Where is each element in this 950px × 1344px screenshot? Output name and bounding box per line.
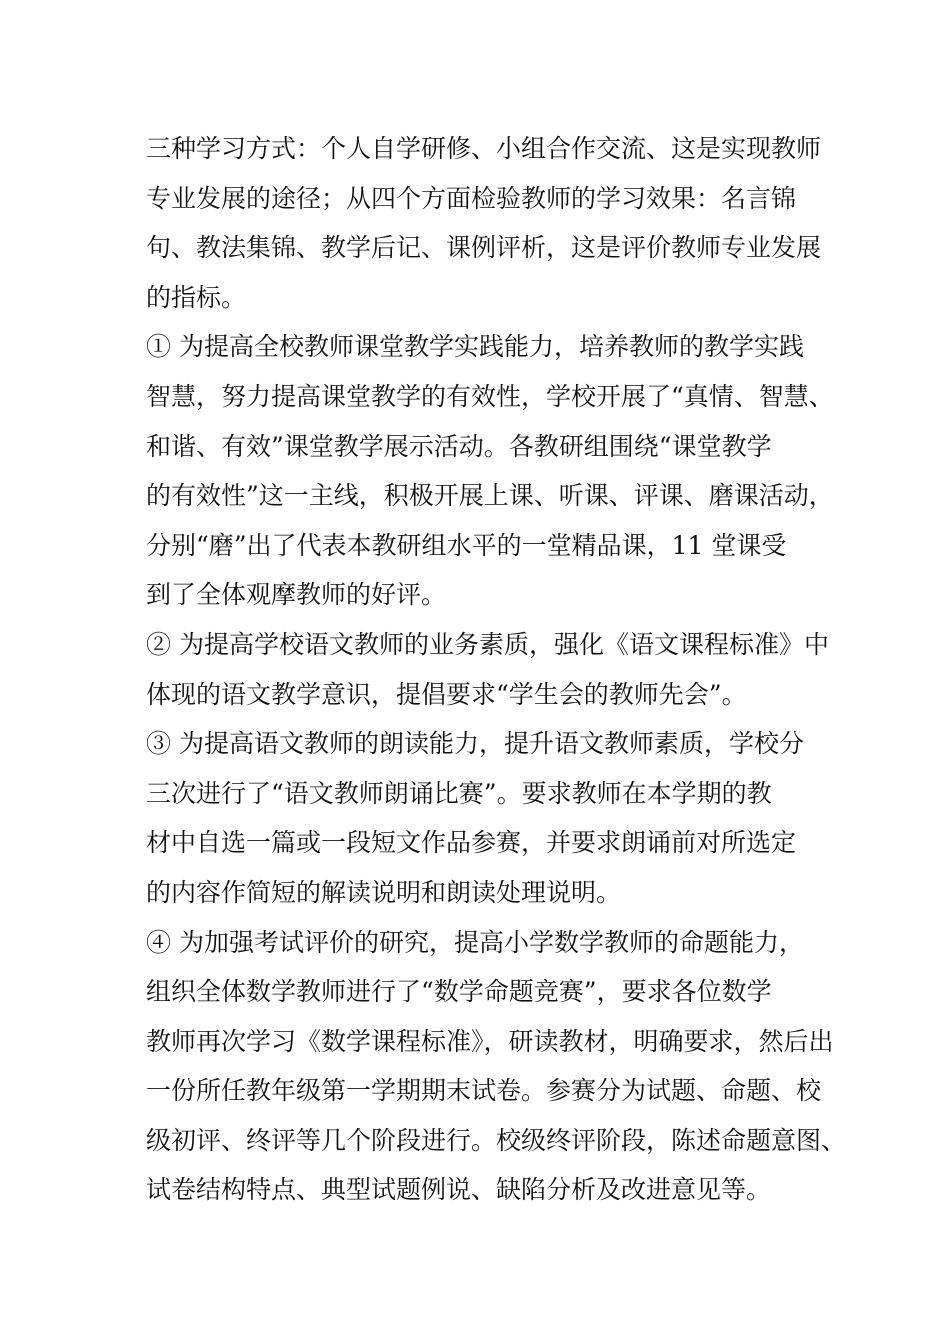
text-line: 级初评、终评等几个阶段进行。校级终评阶段，陈述命题意图、 bbox=[146, 1125, 847, 1155]
text-line: 分别“磨”出了代表本教研组水平的一堂精品课，11 堂课受 bbox=[146, 530, 787, 560]
text-line: 句、教法集锦、教学后记、课例评析，这是评价教师专业发展 bbox=[146, 233, 822, 263]
text-line: 体现的语文教学意识，提倡要求“学生会的教师先会”。 bbox=[146, 679, 747, 709]
text-line: 智慧，努力提高课堂教学的有效性，学校开展了“真情、智慧、 bbox=[146, 381, 834, 411]
text-line: ④ 为加强考试评价的研究，提高小学数学教师的命题能力， bbox=[146, 927, 804, 957]
text-line: 和谐、有效”课堂教学展示活动。各教研组围绕“课堂教学 bbox=[146, 431, 772, 461]
text-line: 的指标。 bbox=[146, 282, 247, 312]
text-line: 材中自选一篇或一段短文作品参赛，并要求朗诵前对所选定 bbox=[146, 828, 797, 858]
text-line: 组织全体数学教师进行了“数学命题竞赛”，要求各位数学 bbox=[146, 977, 772, 1007]
text-line: 到了全体观摩教师的好评。 bbox=[146, 580, 447, 610]
text-line: 三种学习方式：个人自学研修、小组合作交流、这是实现教师 bbox=[146, 134, 822, 163]
text-line: ③ 为提高语文教师的朗读能力，提升语文教师素质，学校分 bbox=[146, 729, 804, 759]
text-line: 试卷结构特点、典型试题例说、缺陷分析及改进意见等。 bbox=[146, 1175, 772, 1205]
text-line: 教师再次学习《数学课程标准》，研读教材，明确要求，然后出 bbox=[146, 1026, 834, 1056]
text-line: 的内容作简短的解读说明和朗读处理说明。 bbox=[146, 877, 622, 907]
text-line: ① 为提高全校教师课堂教学实践能力，培养教师的教学实践 bbox=[146, 332, 804, 362]
text-line: 专业发展的途径；从四个方面检验教师的学习效果：名言锦 bbox=[146, 183, 797, 213]
document-body bbox=[146, 124, 847, 1215]
text-line: ② 为提高学校语文教师的业务素质，强化《语文课程标准》中 bbox=[146, 629, 829, 659]
text-line: 一份所任教年级第一学期期末试卷。参赛分为试题、命题、校 bbox=[146, 1076, 822, 1106]
text-line: 三次进行了“语文教师朗诵比赛”。要求教师在本学期的教 bbox=[146, 778, 772, 808]
text-line: 的有效性”这一主线，积极开展上课、听课、评课、磨课活动， bbox=[146, 481, 834, 511]
